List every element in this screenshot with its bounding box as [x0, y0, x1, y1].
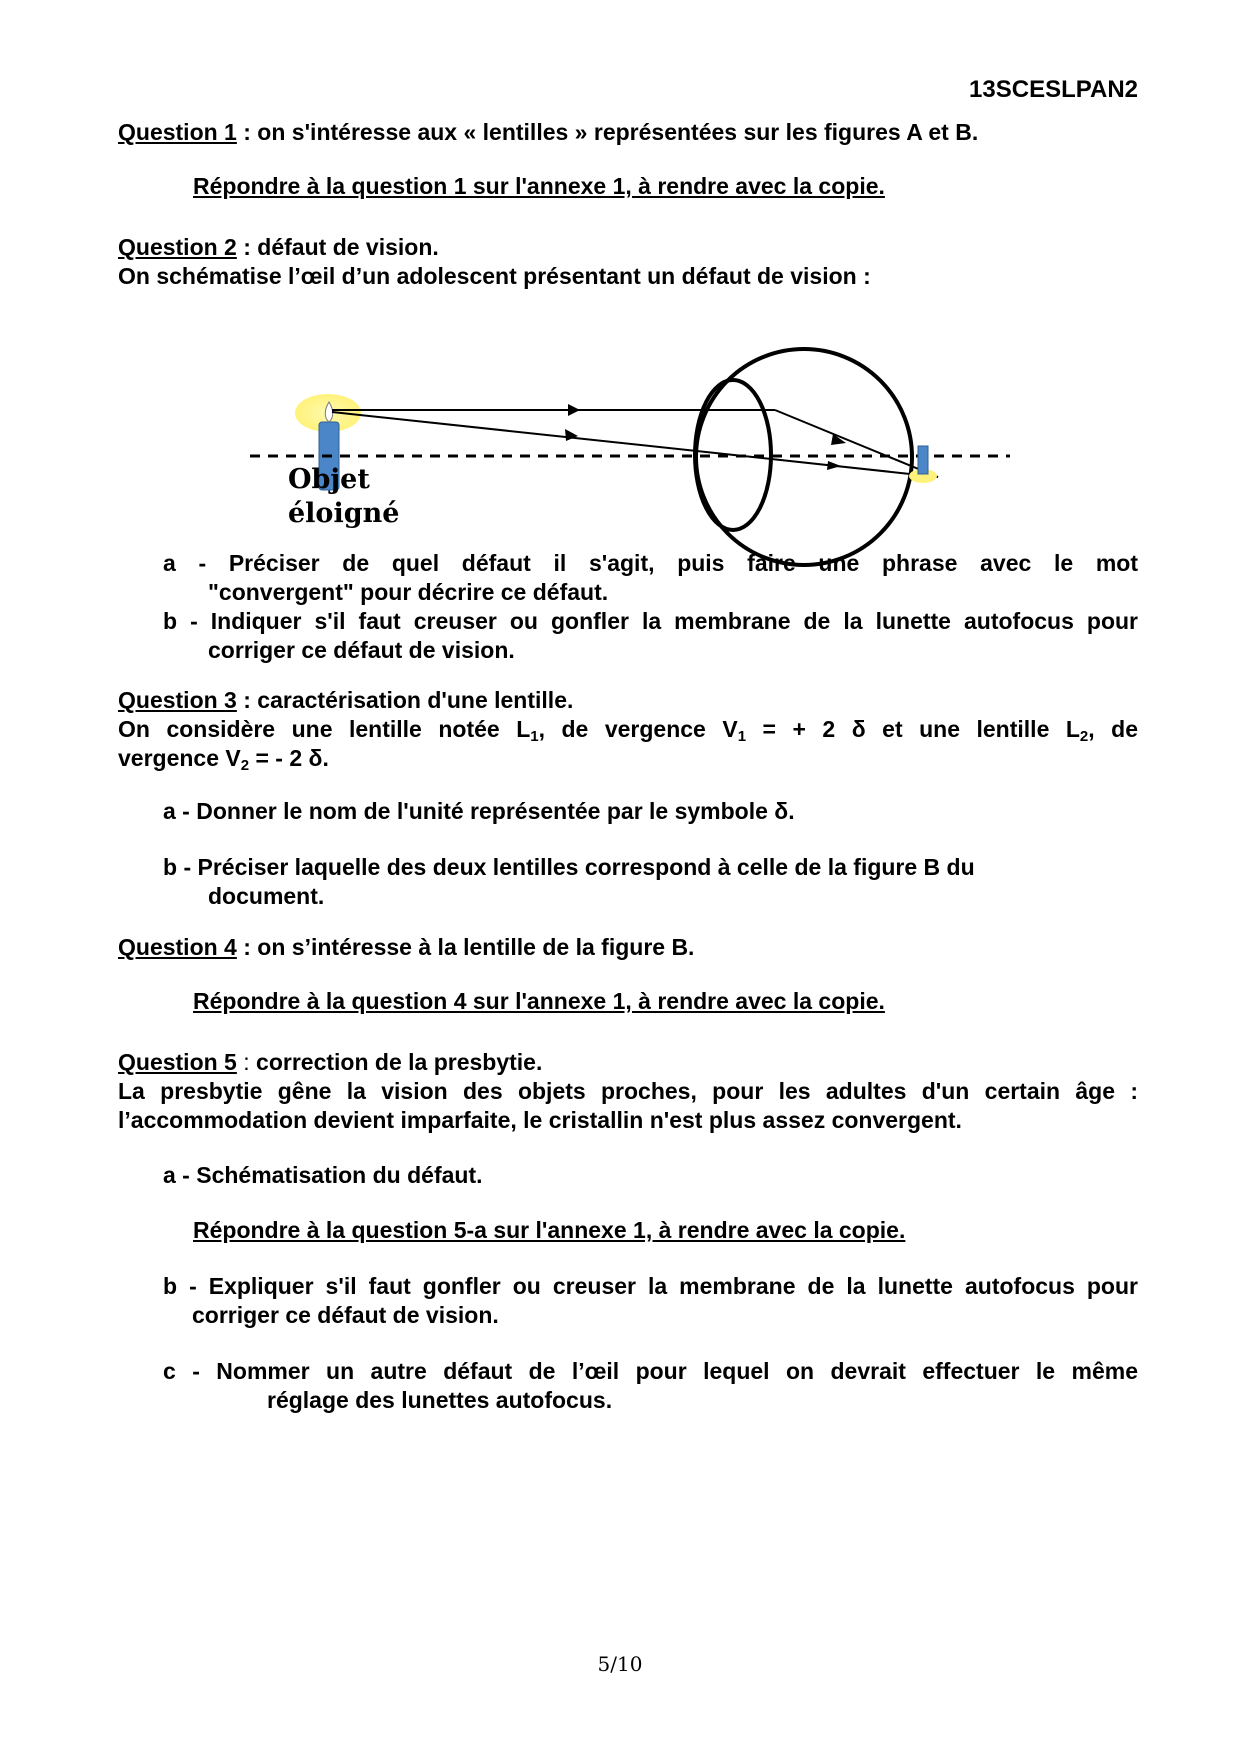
question-2-intro: On schématise l’œil d’un adolescent présentant un défaut de vision :	[118, 263, 871, 289]
arrow-icon	[827, 461, 841, 470]
subscript: 1	[530, 728, 539, 745]
question-3	[118, 686, 1138, 715]
question-5-b-continuation: corriger ce défaut de vision.	[192, 1302, 499, 1328]
subscript: 1	[737, 728, 747, 745]
question-1	[118, 118, 1138, 147]
arrow-icon	[565, 429, 578, 441]
light-ray-upper-refracted	[775, 410, 938, 477]
question-2-b-text: b - Indiquer s'il faut creuser ou gonfler la membrane de la lunette autofocus pour	[163, 608, 1138, 634]
question-5-b	[163, 1272, 1138, 1330]
question-3-label: Question 3	[118, 687, 237, 713]
page-number: 5/10	[597, 1652, 643, 1676]
question-5	[118, 1048, 1138, 1077]
question-2-b	[163, 607, 1138, 665]
question-5-colon: :	[236, 1049, 257, 1075]
subscript: 2	[240, 757, 250, 774]
question-3-b	[163, 853, 1138, 911]
question-5-a: a - Schématisation du défaut.	[163, 1162, 483, 1188]
question-5-text: correction de la presbytie.	[256, 1049, 543, 1075]
question-3-a: a - Donner le nom de l'unité représentée par le symbole δ.	[163, 798, 795, 824]
object-label-line2: éloigné	[288, 498, 400, 529]
question-5-instruction: Répondre à la question 5-a sur l'annexe 1, à rendre avec la copie.	[193, 1217, 906, 1243]
text-fragment: , de	[1088, 716, 1139, 742]
document-reference: 13SCESLPAN2	[969, 76, 1138, 103]
question-2-b-continuation: corriger ce défaut de vision.	[208, 637, 515, 663]
question-3-text: : caractérisation d'une lentille.	[236, 687, 574, 713]
question-4-label: Question 4	[118, 934, 237, 960]
text-fragment: = + 2 δ et une lentille L	[746, 716, 1080, 742]
question-2-a-text: a - Préciser de quel défaut il s'agit, puis faire une phrase avec le mot	[163, 550, 1138, 576]
question-5-intro-1: La presbytie gêne la vision des objets proches, pour les adultes d'un certain âge :	[118, 1078, 1138, 1104]
question-4-text: : on s’intéresse à la lentille de la figure B.	[236, 934, 695, 960]
text-fragment: On considère une lentille notée L	[118, 716, 531, 742]
question-2	[118, 233, 1138, 262]
question-2-a	[163, 549, 1138, 607]
object-label-line1: Objet	[288, 464, 370, 495]
question-3-b-text: b - Préciser laquelle des deux lentilles correspond à celle de la figure B du	[163, 854, 975, 880]
question-3-line-1	[118, 715, 1138, 744]
question-1-instruction: Répondre à la question 1 sur l'annexe 1, à rendre avec la copie.	[193, 173, 885, 199]
question-5-intro-2: l’accommodation devient imparfaite, le cristallin n'est plus assez convergent.	[118, 1107, 962, 1133]
question-1-label: Question 1	[118, 119, 237, 145]
question-2-label: Question 2	[118, 234, 237, 260]
question-5-c-text: c - Nommer un autre défaut de l’œil pour lequel on devrait effectuer le même	[163, 1358, 1138, 1384]
text-fragment: = - 2 δ.	[249, 745, 329, 771]
question-1-text: : on s'intéresse aux « lentilles » représentées sur les figures A et B.	[236, 119, 979, 145]
question-5-label: Question 5	[118, 1049, 237, 1075]
question-2-text: : défaut de vision.	[236, 234, 439, 260]
question-5-c	[163, 1357, 1138, 1415]
question-4	[118, 933, 1138, 962]
question-3-line-2	[118, 744, 1138, 773]
question-5-b-text: b - Expliquer s'il faut gonfler ou creuser la membrane de la lunette autofocus pour	[163, 1273, 1138, 1299]
text-fragment: , de vergence V	[538, 716, 738, 742]
arrow-icon	[568, 404, 580, 416]
question-4-instruction: Répondre à la question 4 sur l'annexe 1, à rendre avec la copie.	[193, 988, 885, 1014]
question-2-a-continuation: "convergent" pour décrire ce défaut.	[208, 579, 609, 605]
text-fragment: vergence V	[118, 745, 241, 771]
question-3-b-continuation: document.	[208, 883, 325, 909]
subscript: 2	[1079, 728, 1089, 745]
question-5-c-continuation: réglage des lunettes autofocus.	[267, 1387, 613, 1413]
image-candle	[918, 446, 928, 474]
